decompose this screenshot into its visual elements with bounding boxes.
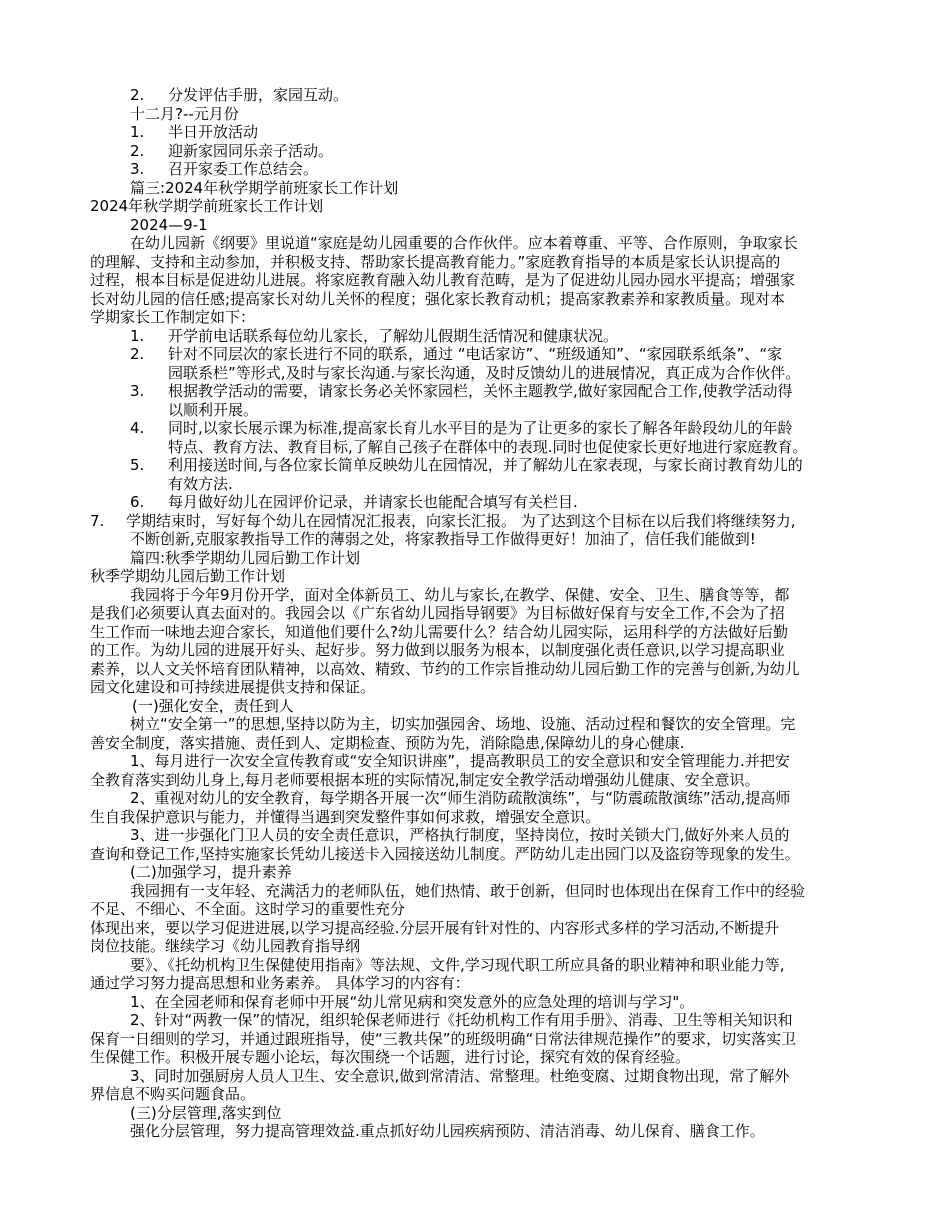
text-line <box>0 900 950 919</box>
line-text: 生保健工作。积极开展专题小论坛，每次围绕一个话题，进行讨论，探究有效的保育经验。 <box>90 1048 691 1066</box>
line-text: 学期结束时，写好每个幼儿在园情况汇报表，向家长汇报。 为了达到这个目标在以后我们将继续努力, <box>126 511 796 530</box>
text-line <box>0 826 950 845</box>
text-line <box>0 549 950 568</box>
text-line <box>0 808 950 827</box>
text-line <box>0 845 950 864</box>
list-number: 5. <box>130 456 145 474</box>
text-line <box>0 604 950 623</box>
text-line <box>0 142 950 161</box>
text-line <box>0 327 950 346</box>
text-line <box>0 1067 950 1086</box>
line-text: 岗位技能。继续学习《幼儿园教育指导纲 <box>90 937 361 955</box>
line-text: 不断创新,克服家教指导工作的薄弱之处，将家教指导工作做得更好！加油了，信任我们能做到! <box>130 530 756 548</box>
line-text: 开学前电话联系每位幼儿家长，了解幼儿假期生活情况和健康状况。 <box>168 326 619 345</box>
text-line <box>0 197 950 216</box>
line-text: 1、在全园老师和保育老师中开展“幼儿常见病和突发意外的应急处理的培训与学习"。 <box>130 992 695 1011</box>
text-line <box>0 882 950 901</box>
line-text: 利用接送时间,与各位家长简单反映幼儿在园情况，并了解幼儿在家表现，与家长商讨教育幼儿的 <box>168 456 803 474</box>
text-line <box>0 771 950 790</box>
text-line <box>0 1122 950 1141</box>
list-number: 2. <box>130 345 145 363</box>
text-line <box>0 1011 950 1030</box>
line-text: 学期家长工作制定如下： <box>90 308 256 326</box>
text-line <box>0 216 950 235</box>
line-text: 生自我保护意识与能力，并懂得当遇到突发整件事如何求救，增强安全意识。 <box>90 807 601 826</box>
list-number: 7. <box>90 511 105 530</box>
text-line <box>0 678 950 697</box>
text-line <box>0 1104 950 1123</box>
line-text: 同时,以家长展示课为标准,提高家长育儿水平目的是为了让更多的家长了解各年龄段幼儿的年龄 <box>168 419 793 437</box>
text-line <box>0 234 950 253</box>
line-text: 不足、不细心、不全面。这时学习的重要性充分 <box>90 900 406 918</box>
text-line <box>0 789 950 808</box>
line-text: 树立“安全第一”的思想,坚持以防为主，切实加强园舍、场地、设施、活动过程和餐饮的安全管理。完 <box>130 715 796 733</box>
text-line <box>0 364 950 383</box>
line-text: 的理解、支持和主动参加，并积极支持、帮助家长提高教育能力。”家庭教育指导的本质是家长认识提高的 <box>90 252 781 271</box>
line-text: 的工作。为幼儿园的进展开好头、起好步。努力做到以服务为根本，以制度强化责任意识,以学习提高职业 <box>90 641 785 659</box>
line-text: 半日开放活动 <box>168 123 259 141</box>
line-text: 2024年秋学期学前班家长工作计划 <box>90 197 324 215</box>
text-line <box>0 179 950 198</box>
line-text: 在幼儿园新《纲要》里说道“家庭是幼儿园重要的合作伙伴。应本着尊重、平等、合作原则，争取家长 <box>130 234 798 252</box>
line-text: 界信息不购买问题食品。 <box>90 1085 256 1103</box>
line-text: 篇三:2024年秋学期学前班家长工作计划 <box>130 178 399 197</box>
line-text: 召开家委工作总结会。 <box>168 160 319 178</box>
text-line <box>0 290 950 309</box>
line-text: 善安全制度，落实措施、责任到人、定期检查、预防为先，消除隐患,保障幼儿的身心健康. <box>90 733 685 752</box>
text-line <box>0 863 950 882</box>
line-text: (一)强化安全，责任到人 <box>132 696 294 715</box>
line-text: 保育一日细则的学习，并通过跟班指导，使“三教共保”的班级明确“日常法律规范操作”的要求，切实落实卫 <box>90 1029 797 1048</box>
text-line <box>0 623 950 642</box>
list-number: 4. <box>130 419 145 437</box>
line-text: 3、同时加强厨房人员人卫生、安全意识,做到常清洁、常整理。杜绝变腐、过期食物出现，常了解外 <box>130 1066 790 1085</box>
list-number: 2. <box>130 86 145 104</box>
text-line <box>0 345 950 364</box>
list-number: 6. <box>130 493 145 511</box>
text-line <box>0 530 950 549</box>
text-line <box>0 567 950 586</box>
text-line <box>0 419 950 438</box>
line-text: 园文化建设和可持续进展提供支持和保证。 <box>90 678 376 696</box>
line-text: 是我们必须要认真去面对的。我园会以《广东省幼儿园指导钢要》为目标做好保育与安全工作,不会为了招 <box>90 604 785 622</box>
line-text: 我园将于今年9月份开学，面对全体新员工、幼儿与家长,在教学、保健、安全、卫生、膳食等等，都 <box>130 585 790 604</box>
line-text: 通过学习努力提高思想和业务素养。 具体学习的内容有： <box>90 974 470 992</box>
line-text: 3、进一步强化门卫人员的安全责任意识，严格执行制度，坚持岗位，按时关锁大门,做好外来人员的 <box>130 826 790 844</box>
text-line <box>0 1030 950 1049</box>
text-line <box>0 253 950 272</box>
text-line <box>0 937 950 956</box>
text-line <box>0 1085 950 1104</box>
text-line <box>0 752 950 771</box>
list-number: 3. <box>130 382 145 400</box>
text-line <box>0 715 950 734</box>
line-text: 迎新家园同乐亲子活动。 <box>168 141 334 160</box>
line-text: 根据教学活动的需要，请家长务必关怀家园栏，关怀主题教学,做好家园配合工作,使教学活动得 <box>168 382 793 400</box>
line-text: 体现出来，要以学习促进进展,以学习提高经验.分层开展有针对性的、内容形式多样的学习活动,不断提升 <box>90 918 780 937</box>
text-line <box>0 660 950 679</box>
text-line <box>0 956 950 975</box>
line-text: 生工作而一味地去迎合家长，知道他们要什么?幼儿需要什么？结合幼儿园实际，运用科学的方法做好后勤 <box>90 622 788 641</box>
line-text: 秋季学期幼儿园后勤工作计划 <box>90 567 286 585</box>
line-text: 素养，以人文关怀培育团队精神，以高效、精致、节约的工作宗旨推动幼儿园后勤工作的完善与创新,为幼儿 <box>90 659 800 678</box>
text-line <box>0 641 950 660</box>
text-line <box>0 1048 950 1067</box>
line-text: 园联系栏”等形式,及时与家长沟通.与家长沟通，及时反馈幼儿的进展情况，真正成为合作伙伴。 <box>168 363 801 382</box>
list-number: 1. <box>130 123 145 141</box>
line-text: 2、针对“两教一保”的情况，组织轮保老师进行《托幼机构工作有用手册》、消毒、卫生等相关知识和 <box>130 1011 793 1029</box>
line-text: (三)分层管理,落实到位 <box>130 1103 282 1122</box>
line-text: 分发评估手册，家园互动。 <box>168 86 349 104</box>
list-number: 2. <box>130 141 145 160</box>
text-line <box>0 438 950 457</box>
line-text: 篇四:秋季学期幼儿园后勤工作计划 <box>130 548 361 567</box>
line-text: 2024—9-1 <box>130 215 208 234</box>
text-line <box>0 382 950 401</box>
line-text: 过程，根本目标是促进幼儿进展。将家庭教育融入幼儿教育范畴，是为了促进幼儿园办园水平提高；增强家 <box>90 271 796 289</box>
line-text: (二)加强学习，提升素养 <box>130 863 292 881</box>
line-text: 2、重视对幼儿的安全教育，每学期各开展一次“师生消防疏散演练”，与“防震疏散演练”活动,提高师 <box>130 789 791 807</box>
list-number: 1. <box>130 326 145 345</box>
text-line <box>0 308 950 327</box>
text-line <box>0 974 950 993</box>
text-line <box>0 993 950 1012</box>
text-line <box>0 456 950 475</box>
text-line <box>0 271 950 290</box>
list-number: 3. <box>130 160 145 178</box>
text-line <box>0 734 950 753</box>
line-text: 我园拥有一支年轻、充满活力的老师队伍，她们热情、敢于创新，但同时也体现出在保育工作中的经验 <box>130 881 806 900</box>
text-line <box>0 105 950 124</box>
text-line <box>0 160 950 179</box>
text-line <box>0 697 950 716</box>
line-text: 全教育落实到幼儿身上,每月老师要根据本班的实际情况,制定安全教学活动增强幼儿健康、安全意识。 <box>90 770 760 789</box>
line-text: 强化分层管理，努力提高管理效益.重点抓好幼儿园疾病预防、清洁消毒、幼儿保育、膳食工作。 <box>130 1122 765 1140</box>
text-line <box>0 475 950 494</box>
text-line <box>0 512 950 531</box>
text-line <box>0 86 950 105</box>
line-text: 十二月?--元月份 <box>130 104 239 123</box>
line-text: 特点、教育方法、教育目标,了解自己孩子在群体中的表现.同时也促使家长更好地进行家庭教育。 <box>168 437 808 456</box>
line-text: 查询和登记工作,坚持实施家长凭幼儿接送卡入园接送幼儿制度。严防幼儿走出园门以及盗窃等现象的发生。 <box>90 844 800 863</box>
line-text: 针对不同层次的家长进行不同的联系，通过 “电话家访”、“班级通知”、“家园联系纸条”、“家 <box>168 345 783 363</box>
line-text: 长对幼儿园的信任感;提高家长对幼儿关怀的程度；强化家长教育动机；提高家教素养和家教质量。现对本 <box>90 289 786 308</box>
line-text: 有效方法. <box>168 474 233 493</box>
text-line <box>0 401 950 420</box>
text-line <box>0 919 950 938</box>
line-text: 每月做好幼儿在园评价记录，并请家长也能配合填写有关栏目. <box>168 493 578 511</box>
line-text: 1、每月进行一次安全宣传教育或“安全知识讲座”，提高教职员工的安全意识和安全管理能力.并把安 <box>130 752 790 770</box>
text-line <box>0 493 950 512</box>
line-text: 以顺利开展。 <box>168 400 259 419</box>
line-text: 要》、《托幼机构卫生保健使用指南》等法规、文件,学习现代职工所应具备的职业精神和职业能力等, <box>130 955 785 974</box>
text-line <box>0 586 950 605</box>
text-line <box>0 123 950 142</box>
